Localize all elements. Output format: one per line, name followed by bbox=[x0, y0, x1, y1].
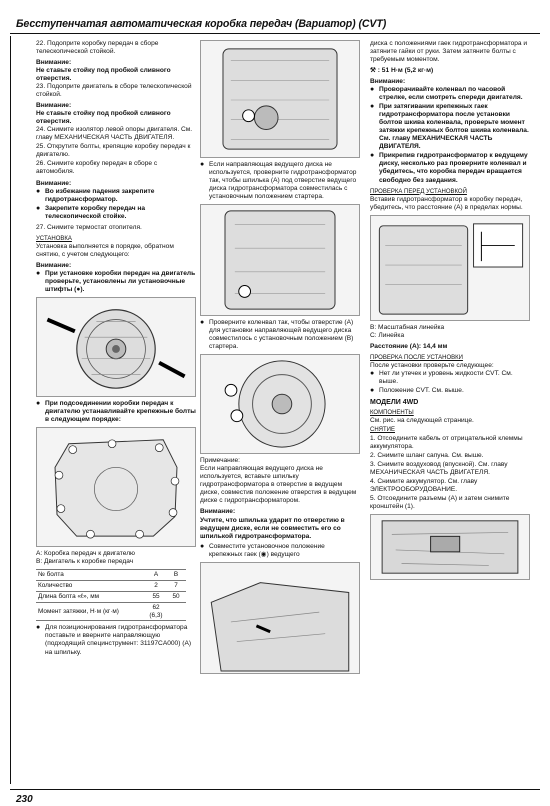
warning-bullet: ● Закрепите коробку передач на телескопической стойке. bbox=[36, 205, 196, 221]
table-cell: B bbox=[166, 570, 186, 581]
warning-label: Внимание: bbox=[36, 262, 72, 270]
table-cell: Длина болта «ℓ», мм bbox=[36, 591, 146, 602]
column-3 bbox=[370, 40, 530, 580]
table-cell: 7 bbox=[166, 581, 186, 592]
removal-step-4: 4. Снимите аккумулятор. См. главу ЭЛЕКТРООБОРУДОВАНИЕ. bbox=[370, 477, 478, 493]
bolt-table bbox=[36, 569, 186, 621]
figure-converter-pilot bbox=[200, 40, 360, 158]
figure-dowel-pins bbox=[36, 297, 196, 397]
warning-label: Внимание: bbox=[36, 179, 72, 187]
table-cell: 2 bbox=[146, 581, 166, 592]
table-header-row bbox=[36, 570, 186, 581]
warning-bullet: ● При подсоединении коробки передач к двигателю устанавливайте крепежные болты в следующем порядке: bbox=[36, 400, 196, 424]
margin-rule bbox=[10, 36, 11, 784]
table-cell bbox=[166, 602, 186, 621]
table-row bbox=[36, 602, 186, 621]
step-27: 27. Снимите термостат отопителя. bbox=[36, 223, 142, 231]
section-heading-4wd: МОДЕЛИ 4WD bbox=[370, 399, 419, 407]
note-text: Если направляющая ведущего диска не используется, вставьте шпильку гидротрансформатора в отверстие в ведущем диске, совместив положение отверстия в ведущем диске с гидротрансформатором. bbox=[200, 465, 357, 505]
warning-bullet: ● Во избежание падения закрепите гидротрансформатор. bbox=[36, 188, 196, 204]
removal-step-5: 5. Отсоедините разъемы (А) и затем снимите кронштейн (1). bbox=[370, 494, 510, 510]
warning-bullet: ● При установке коробки передач на двигатель проверьте, установлены ли установочные штифты (●). bbox=[36, 270, 196, 294]
legend-a: A: Коробка передач к двигателю bbox=[36, 550, 135, 558]
table-cell: Количество bbox=[36, 581, 146, 592]
section-heading-check-before: ПРОВЕРКА ПЕРЕД УСТАНОВКОЙ bbox=[370, 188, 467, 195]
table-cell: № болта bbox=[36, 570, 146, 581]
warning-text: Не ставьте стойку под пробкой сливного отверстия. bbox=[36, 67, 171, 83]
table-cell: 55 bbox=[146, 591, 166, 602]
distance-spec: Расстояние (А): 14,4 мм bbox=[370, 342, 448, 350]
legend-b: B: Двигатель к коробке передач bbox=[36, 558, 134, 566]
components-text: См. рис. на следующей странице. bbox=[370, 417, 474, 425]
section-heading-components: КОМПОНЕНТЫ bbox=[370, 409, 414, 416]
check-text: Вставив гидротрансформатор в коробку передач, убедитесь, что расстояние (А) в пределах нормы. bbox=[370, 195, 523, 211]
removal-step-2: 2. Снимите шланг сапуна. См. выше. bbox=[370, 451, 484, 459]
section-heading-removal: СНЯТИЕ bbox=[370, 427, 395, 434]
column-2 bbox=[200, 40, 360, 674]
instruction-bullet: ● Если направляющая ведущего диска не используется, проверните гидротрансформатор так, чтобы шпилька (А) под отверстие ведущего диска гидротрансформатора совместилась с установочным положением стартера. bbox=[200, 161, 360, 201]
figure-bolt-order bbox=[36, 427, 196, 547]
page-header bbox=[10, 10, 540, 34]
table-cell: 62 (6,3) bbox=[146, 602, 166, 621]
warning-text: Не ставьте стойку под пробкой сливного отверстия. bbox=[36, 110, 171, 126]
warning-text: Учтите, что шпилька ударит по отверстию в ведущем диске, если не совместить его со шпилькой гидротрансформатора. bbox=[200, 516, 345, 540]
figure-drive-plate bbox=[200, 354, 360, 454]
warning-label: Внимание: bbox=[200, 508, 236, 516]
table-row bbox=[36, 591, 186, 602]
instruction-bullet: ● Для позиционирования гидротрансформатора поставьте и вверните направляющую (подходящий специнструмент: 31197CA000) (А) на шпильку. bbox=[36, 624, 196, 656]
step-26: 26. Снимите коробку передач в сборе с автомобиля. bbox=[36, 160, 158, 176]
step-25: 25. Открутите болты, крепящие коробку передач к двигателю. bbox=[36, 143, 191, 159]
table-cell: A bbox=[146, 570, 166, 581]
removal-step-1: 1. Отсоедините кабель от отрицательной клеммы аккумулятора. bbox=[370, 434, 523, 450]
warning-bullet: ● При затягивании крепежных гаек гидротрансформатора после установки болтов шкива коленвала, проверьте момент затяжки крепежных болтов шкива коленвала. См. главу МЕХАНИЧЕСКАЯ ЧАСТЬ ДВИГАТЕЛЯ. bbox=[370, 103, 530, 151]
column-1 bbox=[36, 40, 196, 658]
step-23: 23. Подоприте двигатель в сборе телескопической стойкой. bbox=[36, 83, 192, 99]
check-bullet: ● Нет ли утечек и уровень жидкости CVT. См. выше. bbox=[370, 370, 530, 386]
note-label: Примечание: bbox=[200, 457, 240, 465]
install-text: Установка выполняется в порядке, обратном снятию, с учетом следующего: bbox=[36, 243, 174, 259]
table-cell: 50 bbox=[166, 591, 186, 602]
warning-bullet: ● Прикрепив гидротрансформатор к ведущему диску, несколько раз проверните коленвал и убедитесь, что коробка передач вращается свободно без заедания. bbox=[370, 152, 530, 184]
figure-connectors bbox=[370, 514, 530, 580]
section-heading-check-after: ПРОВЕРКА ПОСЛЕ УСТАНОВКИ bbox=[370, 355, 463, 361]
table-cell: Момент затяжки, Н·м (кг·м) bbox=[36, 602, 146, 621]
figure-crankshaft bbox=[200, 204, 360, 316]
table-row bbox=[36, 581, 186, 592]
continued-text: диска с положениями гаек гидротрансформатора и затяните гайки от руки. Затем затяните болты с требуемым моментом. bbox=[370, 40, 528, 64]
figure-distance-check bbox=[370, 215, 530, 321]
section-heading-install: УСТАНОВКА bbox=[36, 235, 72, 242]
removal-step-3: 3. Снимите воздуховод (впускной). См. главу МЕХАНИЧЕСКАЯ ЧАСТЬ ДВИГАТЕЛЯ. bbox=[370, 460, 508, 476]
step-24: 24. Снимите изолятор левой опоры двигателя. См. главу МЕХАНИЧЕСКАЯ ЧАСТЬ ДВИГАТЕЛЯ. bbox=[36, 126, 193, 142]
step-22: 22. Подоприте коробку передач в сборе телескопической стойкой. bbox=[36, 40, 159, 56]
warning-label: Внимание: bbox=[36, 59, 72, 67]
warning-bullet: ● Проворачивайте коленвал по часовой стрелке, если смотреть спереди двигателя. bbox=[370, 86, 530, 102]
page-footer bbox=[10, 789, 540, 805]
page-number: 230 bbox=[16, 794, 33, 805]
page-title: Бесступенчатая автоматическая коробка передач (Вариатор) (CVT) bbox=[16, 18, 387, 30]
after-text: После установки проверьте следующее: bbox=[370, 362, 494, 370]
figure-nut-position bbox=[200, 562, 360, 674]
instruction-bullet: ● Совместите установочное положение крепежных гаек (◉) ведущего bbox=[200, 543, 360, 559]
legend-b: B: Масштабная линейка bbox=[370, 323, 445, 331]
legend-c: C: Линейка bbox=[370, 331, 405, 339]
warning-label: Внимание: bbox=[36, 102, 72, 110]
check-bullet: ● Положение CVT. См. выше. bbox=[370, 387, 530, 395]
torque-value: : 51 Н·м (5,2 кг·м) bbox=[377, 67, 434, 75]
wrench-icon: ⚒ bbox=[370, 67, 376, 75]
warning-label: Внимание: bbox=[370, 78, 406, 86]
torque-spec bbox=[370, 67, 530, 75]
instruction-bullet: ● Проверните коленвал так, чтобы отверстие (А) для установки направляющей ведущего диска совместилось с установочным положением (В) стартера. bbox=[200, 319, 360, 351]
